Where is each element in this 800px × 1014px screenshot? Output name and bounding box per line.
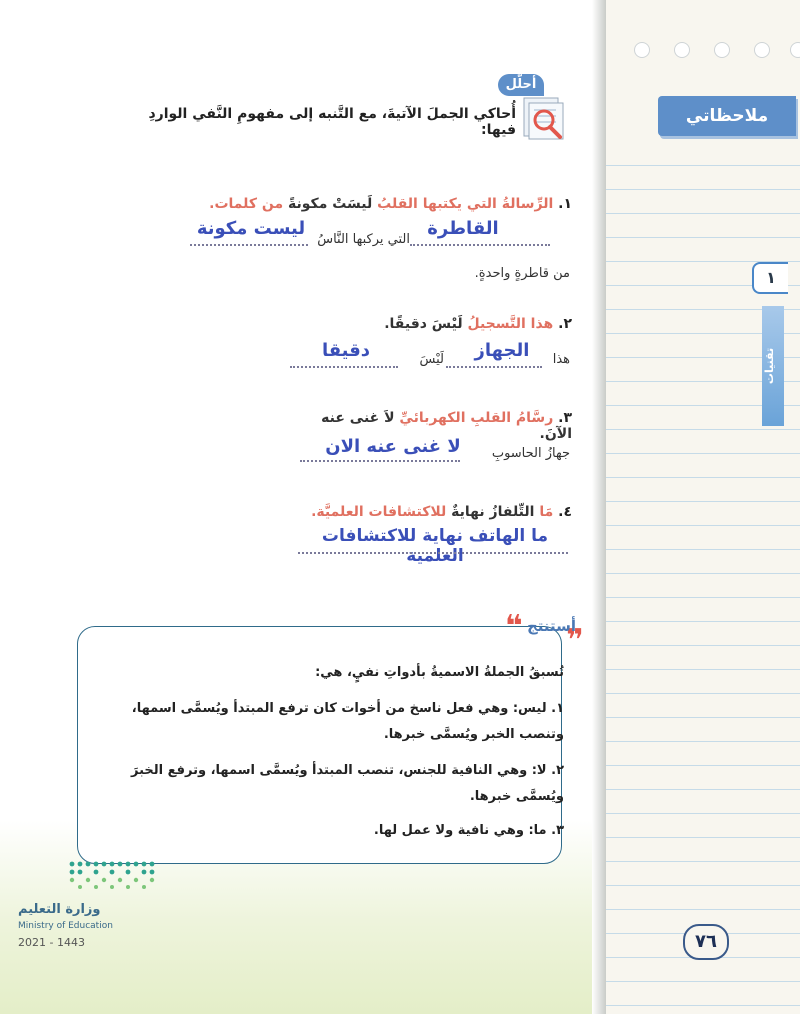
question-black-text: لَيْسَ دقيقًا. (384, 316, 463, 332)
question-red-text: رسَّامُ القلبِ الكهربائيِّ (399, 410, 554, 426)
question-red-text: هذا التَّسجيلُ (467, 316, 554, 332)
question-1 (180, 196, 572, 212)
conclusion-intro: تُسبقُ الجملةُ الاسميةُ بأدواتِ نفيٍ، هي: (315, 665, 564, 680)
question-number: ٣. (558, 410, 572, 426)
answer-line (290, 366, 398, 368)
question-2 (300, 316, 572, 332)
answer-fill: لا غنى عنه الان (325, 436, 461, 457)
answer-line (298, 552, 568, 554)
question-4 (300, 504, 572, 520)
analyze-badge: أحلّل (498, 74, 544, 96)
conclusion-rule-3: ٣. ما: وهي نافية ولا عمل لها. (373, 823, 564, 838)
question-prefix: هذا (552, 352, 570, 367)
question-number: ١. (558, 196, 572, 212)
answer-fill: الجهاز (474, 340, 530, 361)
answer-line (446, 366, 542, 368)
conclusion-rule-2: ٢. لا: وهي النافية للجنس، تنصب المبتدأ ويُسمَّى اسمها، وترفع الخبرَ ويُسمَّى خبرها. (130, 763, 564, 804)
edition-year: 2021 - 1443 (18, 936, 85, 949)
answer-fill: دقيقا (321, 340, 371, 361)
question-red-text: مَا (539, 504, 554, 520)
quote-close-icon: ❞ (566, 623, 584, 658)
question-number: ٤. (558, 504, 572, 520)
question-middle-text: التي يركبها النَّاسُ (317, 232, 410, 247)
binder-hole (634, 42, 650, 58)
question-black-text: لاَ غنى عنه الآنَ. (321, 410, 572, 442)
ministry-name-ar: وزارة التعليم (18, 902, 101, 917)
binder-hole (790, 42, 800, 58)
question-number: ٢. (558, 316, 572, 332)
ministry-name-en: Ministry of Education (18, 921, 113, 931)
binder-hole (714, 42, 730, 58)
answer-fill: ليست مكونة (196, 218, 306, 239)
question-prefix: جهازُ الحاسوبِ (491, 446, 570, 461)
question-middle-text: لَيْسَ (419, 352, 444, 367)
answer-fill: ما الهاتف نهاية للاكتشافات العلمية (321, 526, 549, 566)
unit-number: ١ (752, 262, 788, 294)
page-fold (592, 0, 606, 1014)
conclusion-rule-1: ١. ليس: وهي فعل ناسخ من أخوات كان ترفع المبتدأ ويُسمَّى اسمها، وتنصب الخبر ويُسمَّى خبرها. (131, 701, 564, 742)
page-number: ٧٦ (683, 924, 729, 960)
answer-line (190, 244, 308, 246)
question-continuation: من قاطرةٍ واحدةٍ. (474, 266, 570, 281)
notes-panel (606, 0, 800, 1014)
question-red-text: الرِّسالةُ التي يكتبها القلبُ (377, 196, 554, 212)
question-black-text: لَيسَتْ مكونةً (288, 196, 373, 212)
unit-ribbon-label: تقنيات (763, 347, 776, 385)
binder-hole (674, 42, 690, 58)
quote-open-icon: ❝ (505, 609, 523, 644)
answer-line (300, 460, 460, 462)
answer-fill: القاطرة (427, 218, 499, 239)
notes-title: ملاحظاتي (658, 96, 796, 136)
question-black-text: التِّلفازُ نهايةٌ (451, 504, 535, 520)
magnifier-icon (520, 94, 570, 142)
instruction-text: أُحاكي الجملَ الآتيةَ، مع التَّنبه إلى مفهومِ النَّفي الواردِ فيها: (148, 106, 516, 138)
conclusion-label: أستنتج (527, 617, 577, 635)
answer-line (410, 244, 550, 246)
binder-hole (754, 42, 770, 58)
ministry-logo (66, 858, 162, 892)
question-red-tail: من كلمات. (209, 196, 284, 212)
question-red-tail: للاكتشافات العلميَّة. (311, 504, 447, 520)
